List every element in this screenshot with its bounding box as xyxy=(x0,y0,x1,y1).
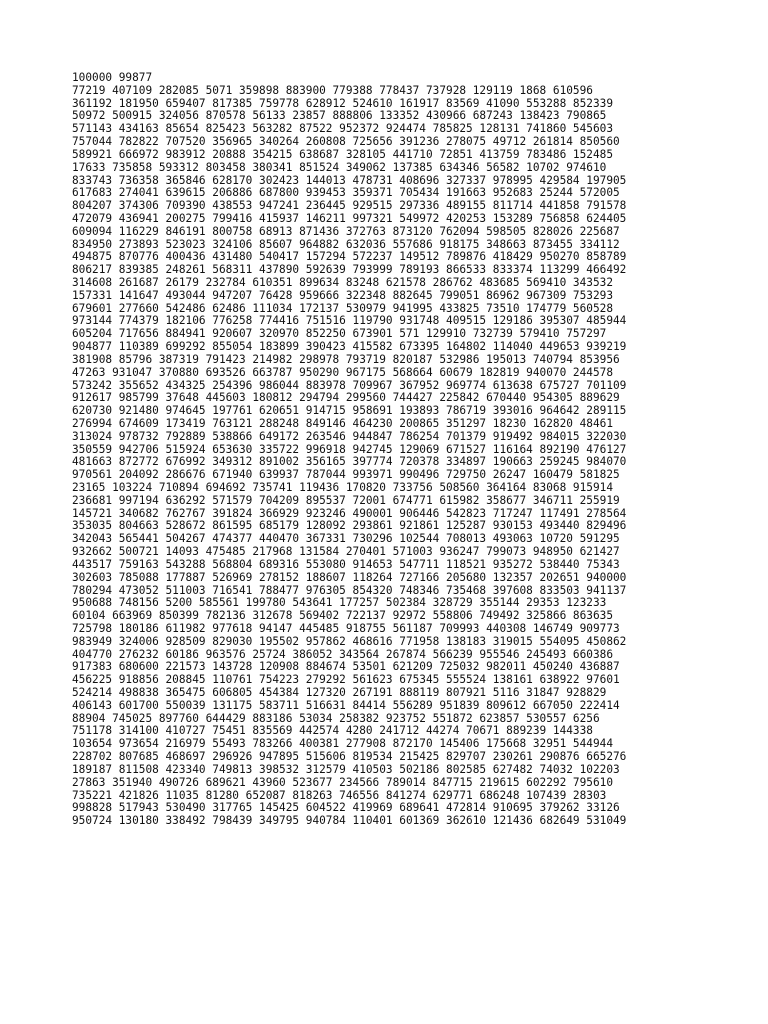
text-line: 404770 276232 60186 963576 25724 386052 343564 267874 566239 955546 245493 660386 xyxy=(72,647,613,661)
text-line: 50972 500915 324056 870578 56133 23857 888806 133352 430966 687243 138423 790865 xyxy=(72,109,607,123)
text-line: 77219 407109 282085 5071 359898 883900 779388 778437 737928 129119 1868 610596 xyxy=(72,83,593,97)
text-line: 23165 103224 710894 694692 735741 119436 170820 733756 508560 364164 83068 915914 xyxy=(72,481,613,494)
text-line: 735221 421826 11035 81280 652087 818263 746556 841274 629771 686248 107439 28303 xyxy=(72,788,607,802)
text-line: 342043 565441 504267 474377 440470 367331 730296 102544 708013 493063 10720 591295 xyxy=(72,532,620,546)
text-line: 751178 314100 410727 75451 835569 442574 4280 241712 44274 70671 889239 144338 xyxy=(72,724,593,738)
text-line: 617683 274041 639615 206886 687800 939453 359371 705434 191663 952683 25244 572005 xyxy=(72,186,620,200)
text-line: 973144 774379 182106 776258 774416 751516 119790 931748 409515 129186 395307 485944 xyxy=(72,314,627,328)
document-text-block xyxy=(72,72,732,828)
text-line: 912617 985799 37648 445603 180812 294794 299560 744427 225842 670440 954305 889629 xyxy=(72,391,620,405)
text-line: 983949 324006 928509 829030 195502 957862 468616 771958 138183 319015 554095 450862 xyxy=(72,634,627,648)
text-line: 573242 355652 434325 254396 986044 883978 709967 367952 969774 613638 675727 701109 xyxy=(72,378,627,392)
text-line: 17633 735858 593312 803458 380341 851524 349062 137385 634346 56582 10702 974610 xyxy=(72,160,607,174)
text-line: 620730 921480 974645 197761 620651 914715 958691 193893 786719 393016 964642 289115 xyxy=(72,404,627,418)
text-line: 145721 340682 762767 391824 366929 923246 490001 906446 542823 717247 117491 278564 xyxy=(72,506,627,520)
text-line: 313024 978732 792889 538866 649172 263546 944847 786254 701379 919492 984015 322030 xyxy=(72,429,627,443)
text-line: 757044 782822 707520 356965 340264 260808 725656 391236 278075 49712 261814 850560 xyxy=(72,135,620,149)
text-line: 472079 436941 200275 799416 415937 146211 997321 549972 420253 153289 756858 624405 xyxy=(72,211,627,225)
text-line: 605204 717656 884941 920607 320970 852250 673901 571 129910 732739 579410 757297 xyxy=(72,327,607,341)
text-line: 804207 374306 709390 438553 947241 236445 929515 297336 489155 811714 441858 791578 xyxy=(72,199,627,213)
text-line: 60104 663969 850399 782136 312678 569402 722137 92972 558806 749492 325866 863635 xyxy=(72,609,613,623)
text-line: 406143 601700 550039 131175 583711 516631 84414 556289 951839 809612 667050 222414 xyxy=(72,698,620,712)
text-line: 589921 666972 983912 20888 354215 638687 328105 441710 72851 413759 783486 152485 xyxy=(72,147,613,161)
text-line: 904877 110389 699292 855054 183899 390423 415582 673395 164802 114040 449653 939219 xyxy=(72,340,627,354)
text-line: 236681 997194 636292 571579 704209 895537 72001 674771 615982 358677 346711 255919 xyxy=(72,493,620,507)
text-line: 950724 130180 338492 798439 349795 940784 110401 601369 362610 121436 682649 531049 xyxy=(72,814,627,828)
text-line: 998828 517943 530490 317765 145425 604522 419969 689641 472814 910695 379262 33126 xyxy=(72,801,620,815)
text-line: 481663 872772 676992 349312 891002 356165 397774 720378 334897 190663 259245 984070 xyxy=(72,455,627,469)
text-line: 228702 807685 468697 296926 947895 515606 819534 215425 829707 230261 290876 665276 xyxy=(72,750,627,764)
text-line: 806217 839385 248261 568311 437890 592639 793999 789193 866533 833374 113299 466492 xyxy=(72,263,627,277)
text-line: 950688 748156 5200 585561 199780 543641 177257 502384 328729 355144 29353 123233 xyxy=(72,596,607,610)
text-line-header: 100000 99877 xyxy=(72,71,153,84)
text-line: 314608 261687 26179 232784 610351 899634 83248 621578 286762 483685 569410 343532 xyxy=(72,276,613,289)
text-line: 456225 918856 208845 110761 754223 279292 561623 675345 555524 138161 638922 97601 xyxy=(72,673,620,687)
text-line: 350559 942706 515924 653630 335722 996918 942745 129069 671527 116164 892190 476127 xyxy=(72,442,627,456)
text-line: 780294 473052 511003 716541 788477 976305 854320 748346 735468 397608 833503 941137 xyxy=(72,583,627,597)
text-line: 571143 434163 85654 825423 563282 87522 952372 924474 785825 128131 741860 545603 xyxy=(72,122,613,136)
text-line: 353035 804663 528672 861595 685179 128092 293861 921861 125287 930153 493440 829496 xyxy=(72,519,627,533)
text-line: 524214 498838 365475 606805 454384 127320 267191 888119 807921 5116 31847 928829 xyxy=(72,686,607,699)
text-line: 494875 870776 400436 431480 540417 157294 572237 149512 789876 418429 950270 858789 xyxy=(72,250,627,264)
text-line: 47263 931047 370880 693526 663787 950290 967175 568664 60679 182819 940070 244578 xyxy=(72,365,613,379)
text-line: 443517 759163 543288 568804 689316 553080 914653 547711 118521 935272 538440 75343 xyxy=(72,557,620,571)
text-line: 609094 116229 846191 800758 68913 871436 372763 873120 762094 598505 828026 225687 xyxy=(72,224,620,238)
text-line: 276994 674609 173419 763121 288248 849146 464230 200865 351297 18230 162820 48461 xyxy=(72,416,613,430)
text-line: 834950 273893 523023 324106 85607 964882 632036 557686 918175 348663 873455 334112 xyxy=(72,237,620,251)
text-line: 189187 811508 423340 749813 398532 312579 410503 502186 802585 627482 74032 102203 xyxy=(72,762,620,776)
text-line: 970561 204092 286676 671940 639937 787044 993971 990496 729750 26247 160479 581825 xyxy=(72,468,620,482)
text-line: 917383 680600 221573 143728 120908 884674 53501 621209 725032 982011 450240 436887 xyxy=(72,660,620,674)
text-line: 157331 141647 493044 947207 76428 959666 322348 882645 799051 86962 967309 753293 xyxy=(72,288,613,302)
text-line: 103654 973654 216979 55493 783266 400381 277908 872170 145406 175668 32951 544944 xyxy=(72,737,613,751)
text-line: 302603 785088 177887 526969 278152 188607 118264 727166 205680 132357 202651 940000 xyxy=(72,570,627,584)
text-line: 833743 736358 365846 628170 302423 144013 478731 408696 327337 978995 429584 197905 xyxy=(72,173,627,187)
text-line: 679601 277660 542486 62486 111034 172137 530979 941995 433825 73510 174779 560528 xyxy=(72,301,613,315)
text-line: 27863 351940 490726 689621 43960 523677 234566 789014 847715 219615 602292 795610 xyxy=(72,775,613,789)
text-line: 381908 85796 387319 791423 214982 298978 793719 820187 532986 195013 740794 853956 xyxy=(72,352,620,366)
text-line: 361192 181950 659407 817385 759778 628912 524610 161917 83569 41090 553288 852339 xyxy=(72,96,613,110)
text-line: 725798 180186 611982 977618 94147 445485 918755 561187 709993 440308 146749 909773 xyxy=(72,621,620,635)
text-line: 88904 745025 897760 644429 883186 53034 258382 923752 551872 623857 530557 6256 xyxy=(72,711,600,725)
text-line: 932662 500721 14093 475485 217968 131584 270401 571003 936247 799073 948950 621427 xyxy=(72,545,620,559)
